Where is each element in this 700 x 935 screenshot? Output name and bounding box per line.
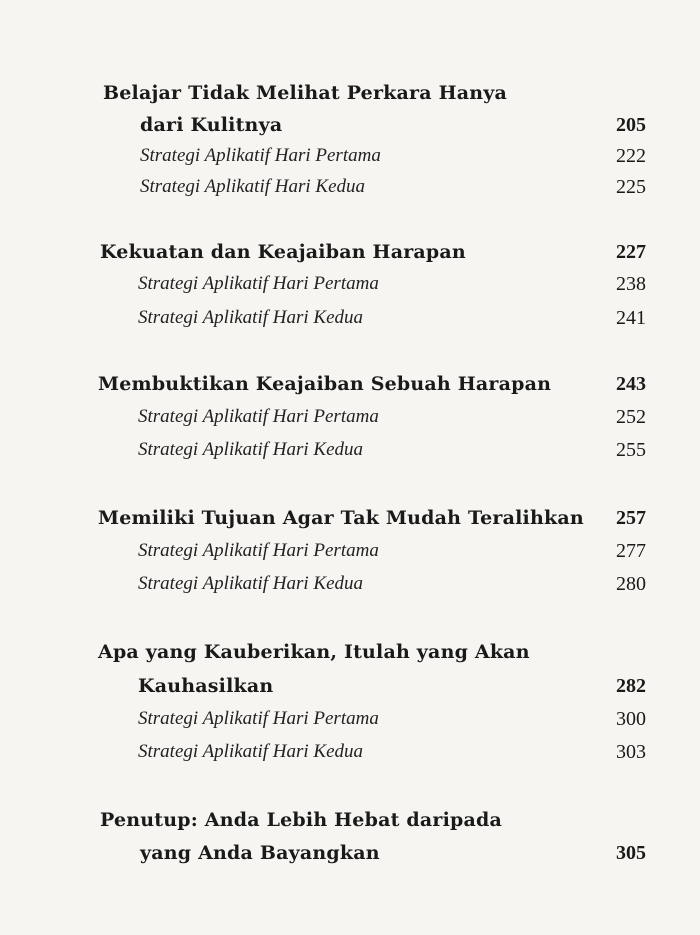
chapter-page-number: 205 <box>616 114 646 136</box>
chapter-page-number: 227 <box>616 241 646 263</box>
sub-entry: Strategi Aplikatif Hari Kedua <box>140 176 366 197</box>
chapter-page-number: 282 <box>616 675 646 697</box>
chapter-page-number: 243 <box>616 373 646 395</box>
chapter-title: Memiliki Tujuan Agar Tak Mudah Teralihkan <box>98 507 584 529</box>
sub-entry: Strategi Aplikatif Hari Pertama <box>138 406 379 427</box>
sub-entry-page-number: 225 <box>616 176 646 198</box>
sub-entry-page-number: 255 <box>616 439 646 461</box>
chapter-title-continued: Kauhasilkan <box>138 675 274 697</box>
chapter-page-number: 257 <box>616 507 646 529</box>
sub-entry: Strategi Aplikatif Hari Kedua <box>138 307 364 328</box>
chapter-title: Belajar Tidak Melihat Perkara Hanya <box>103 82 508 104</box>
sub-entry: Strategi Aplikatif Hari Kedua <box>138 741 364 762</box>
sub-entry: Strategi Aplikatif Hari Kedua <box>138 439 364 460</box>
sub-entry-page-number: 241 <box>616 307 646 329</box>
sub-entry: Strategi Aplikatif Hari Pertama <box>138 540 379 561</box>
sub-entry: Strategi Aplikatif Hari Pertama <box>138 708 379 729</box>
chapter-title: Kekuatan dan Keajaiban Harapan <box>100 241 466 263</box>
sub-entry-page-number: 300 <box>616 708 646 730</box>
chapter-page-number: 305 <box>616 842 646 864</box>
sub-entry-page-number: 280 <box>616 573 646 595</box>
sub-entry: Strategi Aplikatif Hari Pertama <box>140 145 381 166</box>
chapter-title-continued: dari Kulitnya <box>140 114 283 136</box>
chapter-title-continued: yang Anda Bayangkan <box>140 842 380 864</box>
sub-entry-page-number: 303 <box>616 741 646 763</box>
sub-entry-page-number: 252 <box>616 406 646 428</box>
sub-entry-page-number: 222 <box>616 145 646 167</box>
sub-entry-page-number: 238 <box>616 273 646 295</box>
sub-entry-page-number: 277 <box>616 540 646 562</box>
sub-entry: Strategi Aplikatif Hari Pertama <box>138 273 379 294</box>
chapter-title: Membuktikan Keajaiban Sebuah Harapan <box>98 373 552 395</box>
sub-entry: Strategi Aplikatif Hari Kedua <box>138 573 364 594</box>
chapter-title: Penutup: Anda Lebih Hebat daripada <box>100 809 502 831</box>
chapter-title: Apa yang Kauberikan, Itulah yang Akan <box>98 641 530 663</box>
